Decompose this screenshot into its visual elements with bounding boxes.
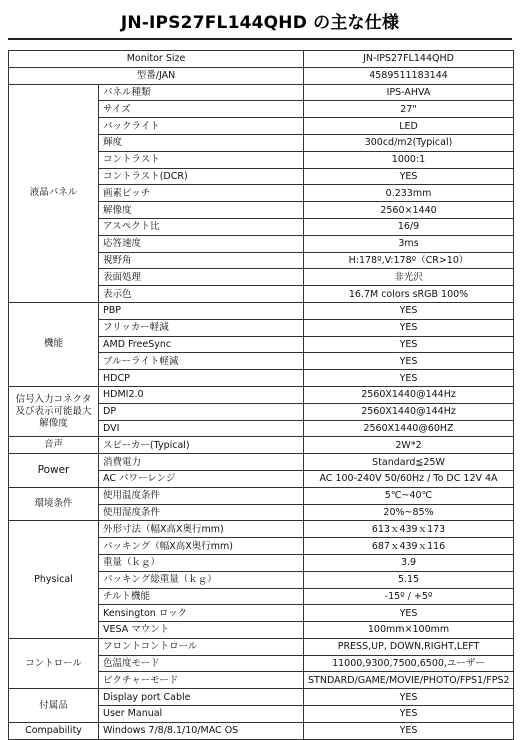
spec-value: YES <box>304 302 514 319</box>
spec-label: PBP <box>99 302 304 319</box>
spec-value: PRESS,UP, DOWN,RIGHT,LEFT <box>304 638 514 655</box>
spec-label: 外形寸法（幅X高X奥行mm) <box>99 521 304 538</box>
spec-value: 11000,9300,7500,6500,ユーザー <box>304 655 514 672</box>
spec-table <box>8 50 514 740</box>
spec-label: ピクチャーモード <box>99 672 304 689</box>
spec-value: 5.15 <box>304 571 514 588</box>
spec-row <box>9 521 514 538</box>
spec-row <box>9 437 514 454</box>
spec-label: スピーカー(Typical) <box>99 437 304 454</box>
group-label: Power <box>9 454 99 488</box>
spec-value: 687ｘ439ｘ116 <box>304 538 514 555</box>
spec-value: AC 100-240V 50/60Hz / To DC 12V 4A <box>304 470 514 487</box>
spec-value: LED <box>304 118 514 135</box>
header-label: Monitor Size <box>9 51 304 68</box>
spec-row <box>9 386 514 403</box>
group-label: 音声 <box>9 437 99 454</box>
spec-label: DVI <box>99 420 304 437</box>
spec-label: 応答速度 <box>99 235 304 252</box>
spec-value: 非光沢 <box>304 269 514 286</box>
spec-label: アスペクト比 <box>99 218 304 235</box>
spec-value: 613ｘ439ｘ173 <box>304 521 514 538</box>
group-label: Physical <box>9 521 99 639</box>
spec-label: 輝度 <box>99 134 304 151</box>
spec-value: YES <box>304 336 514 353</box>
spec-value: 2560X1440@144Hz <box>304 386 514 403</box>
title-divider <box>8 38 512 40</box>
spec-label: HDCP <box>99 370 304 387</box>
spec-value: YES <box>304 168 514 185</box>
group-label: 信号入力コネクタ及び表示可能最大解像度 <box>9 386 99 436</box>
spec-value: 20%~85% <box>304 504 514 521</box>
spec-value: YES <box>304 605 514 622</box>
spec-label: コントラスト <box>99 151 304 168</box>
spec-value: 2560×1440 <box>304 202 514 219</box>
group-label: 付属品 <box>9 689 99 723</box>
spec-label: User Manual <box>99 706 304 723</box>
spec-label: 消費電力 <box>99 454 304 471</box>
spec-value: 27" <box>304 101 514 118</box>
group-label: Compability <box>9 722 99 739</box>
spec-value: YES <box>304 722 514 739</box>
group-label: 環境条件 <box>9 487 99 521</box>
header-row <box>9 51 514 68</box>
spec-row <box>9 638 514 655</box>
spec-value: 2560X1440@144Hz <box>304 403 514 420</box>
page-title: JN-IPS27FL144QHD の主な仕様 <box>120 13 400 33</box>
spec-value: H:178º,V:178º（CR>10） <box>304 252 514 269</box>
spec-value: YES <box>304 370 514 387</box>
spec-value: 2W*2 <box>304 437 514 454</box>
spec-label: パッキング総重量（ｋｇ） <box>99 571 304 588</box>
spec-value: 16/9 <box>304 218 514 235</box>
spec-value: YES <box>304 706 514 723</box>
spec-label: フリッカー軽減 <box>99 319 304 336</box>
spec-label: フロントコントロール <box>99 638 304 655</box>
spec-value: 300cd/m2(Typical) <box>304 134 514 151</box>
spec-value: 2560X1440@60HZ <box>304 420 514 437</box>
spec-value: 3.9 <box>304 554 514 571</box>
header-value: JN-IPS27FL144QHD <box>304 51 514 68</box>
spec-row <box>9 454 514 471</box>
spec-label: サイズ <box>99 101 304 118</box>
spec-value: 0.233mm <box>304 185 514 202</box>
group-label: 機能 <box>9 302 99 386</box>
spec-label: DP <box>99 403 304 420</box>
spec-value: Standard≦25W <box>304 454 514 471</box>
spec-value: YES <box>304 319 514 336</box>
spec-value: -15º / +5º <box>304 588 514 605</box>
spec-value: IPS-AHVA <box>304 84 514 101</box>
spec-label: ブルーライト軽減 <box>99 353 304 370</box>
group-label: コントロール <box>9 638 99 688</box>
spec-value: YES <box>304 353 514 370</box>
spec-value: 100mm×100mm <box>304 622 514 639</box>
spec-label: Kensington ロック <box>99 605 304 622</box>
spec-row <box>9 689 514 706</box>
spec-label: 使用温度条件 <box>99 487 304 504</box>
spec-row <box>9 487 514 504</box>
spec-value: 5℃~40℃ <box>304 487 514 504</box>
spec-label: 色温度モード <box>99 655 304 672</box>
spec-label: 表示色 <box>99 286 304 303</box>
spec-label: AC パワーレンジ <box>99 470 304 487</box>
spec-label: HDMI2.0 <box>99 386 304 403</box>
spec-label: Windows 7/8/8.1/10/MAC OS <box>99 722 304 739</box>
spec-label: 使用湿度条件 <box>99 504 304 521</box>
spec-value: STNDARD/GAME/MOVIE/PHOTO/FPS1/FPS2 <box>304 672 514 689</box>
spec-label: パネル種類 <box>99 84 304 101</box>
spec-label: コントラスト(DCR) <box>99 168 304 185</box>
spec-value: 1000:1 <box>304 151 514 168</box>
spec-label: AMD FreeSync <box>99 336 304 353</box>
spec-row <box>9 84 514 101</box>
spec-label: チルト機能 <box>99 588 304 605</box>
spec-value: YES <box>304 689 514 706</box>
spec-label: パッキング（幅X高X奥行mm) <box>99 538 304 555</box>
spec-label: 画素ピッチ <box>99 185 304 202</box>
spec-label: Display port Cable <box>99 689 304 706</box>
spec-label: 表面処理 <box>99 269 304 286</box>
spec-label: バックライト <box>99 118 304 135</box>
spec-row <box>9 722 514 739</box>
spec-value: 16.7M colors sRGB 100% <box>304 286 514 303</box>
spec-label: 視野角 <box>99 252 304 269</box>
spec-value: 3ms <box>304 235 514 252</box>
group-label: 液晶パネル <box>9 84 99 302</box>
spec-label: 解像度 <box>99 202 304 219</box>
jan-label: 型番/JAN <box>9 67 304 84</box>
spec-label: 重量（ｋｇ） <box>99 554 304 571</box>
jan-row <box>9 67 514 84</box>
spec-row <box>9 302 514 319</box>
jan-value: 4589511183144 <box>304 67 514 84</box>
spec-label: VESA マウント <box>99 622 304 639</box>
